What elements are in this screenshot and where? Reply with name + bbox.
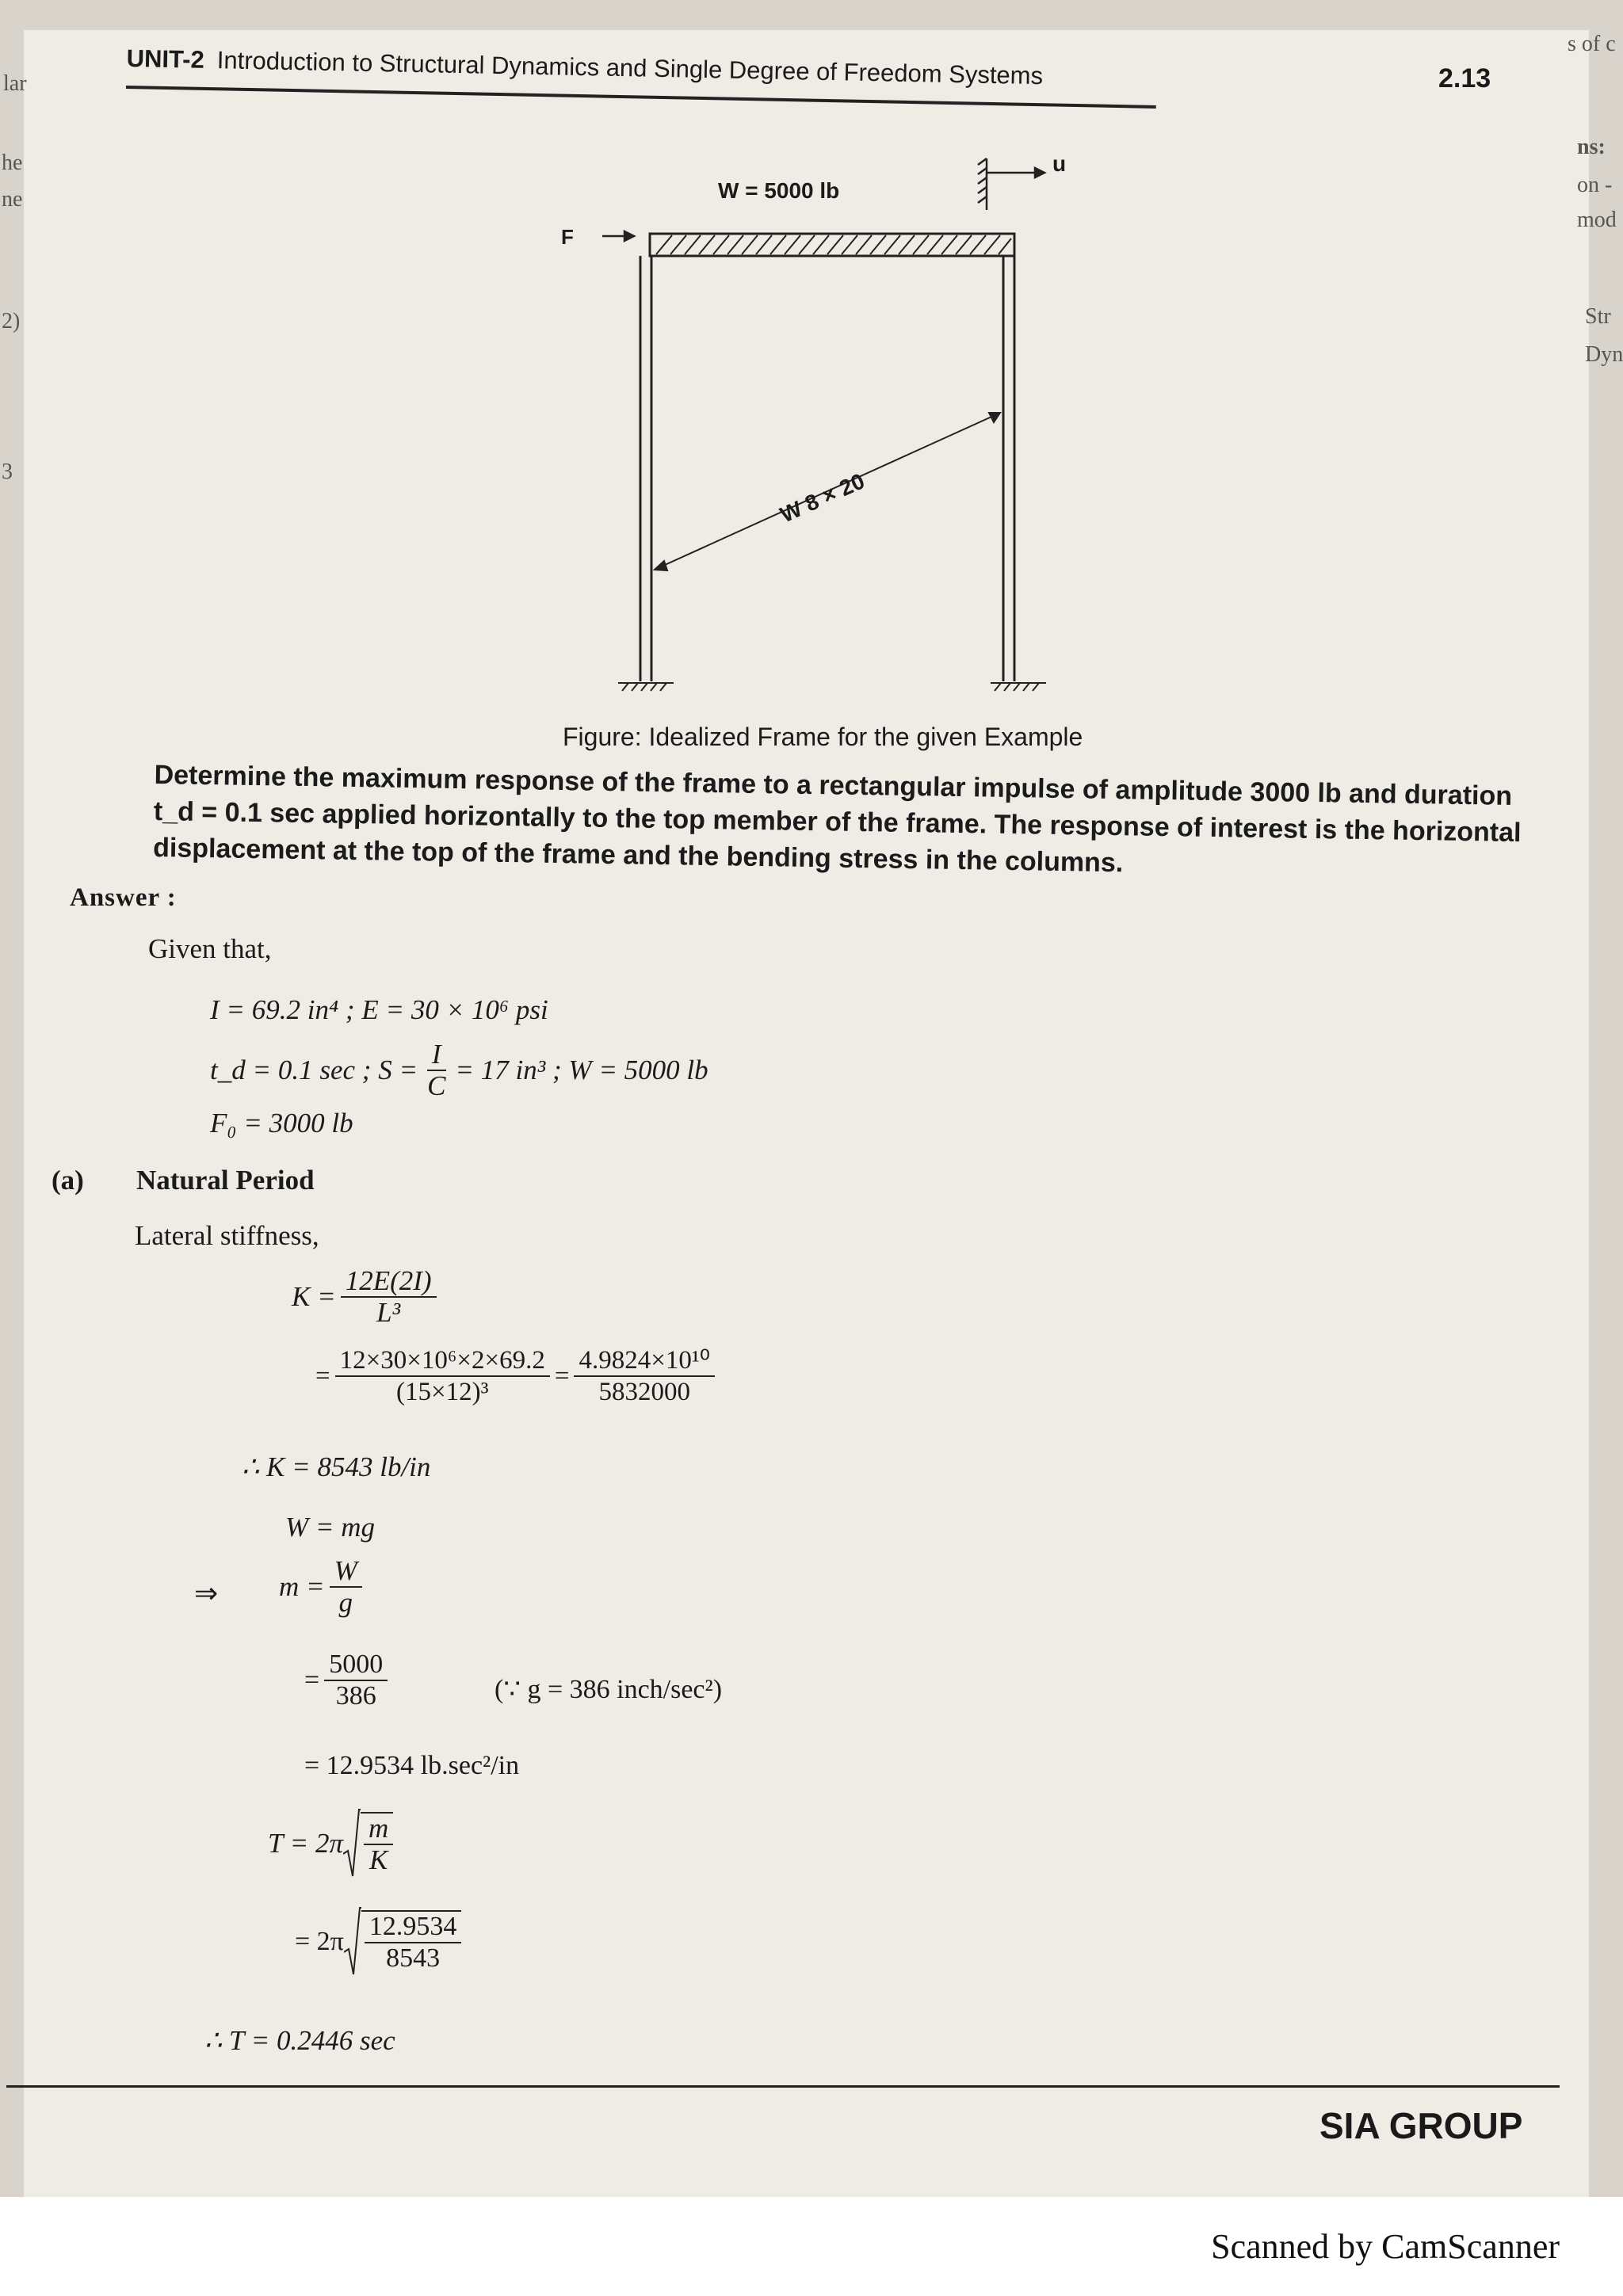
fraction-numerator: 5000 [324, 1650, 388, 1681]
answer-label: Answer : [70, 883, 177, 912]
square-root [344, 1906, 462, 1978]
displacement-indicator [978, 158, 1044, 210]
left-fixed-support [618, 683, 674, 691]
w-equation: W = mg [285, 1512, 376, 1543]
scanner-watermark: Scanned by CamScanner [1211, 2227, 1560, 2266]
fraction-numerator: 12.9534 [365, 1912, 462, 1943]
fraction-denominator: 386 [335, 1681, 376, 1711]
m-formula [279, 1556, 367, 1618]
t-lhs: T = 2π [268, 1828, 343, 1859]
fraction-denominator: g [338, 1587, 353, 1618]
k-lhs: K = [292, 1281, 336, 1312]
lateral-stiffness-label: Lateral stiffness, [135, 1220, 319, 1251]
fraction-numerator: I [427, 1039, 446, 1071]
roof-hatching [656, 235, 1011, 254]
fraction-denominator: K [369, 1844, 388, 1875]
fraction-numerator: 4.9824×10¹⁰ [574, 1345, 714, 1377]
margin-fragment: s of c [1568, 32, 1616, 56]
fraction-denominator: (15×12)³ [395, 1378, 489, 1406]
radicand [361, 1910, 462, 1974]
t-formula [268, 1808, 393, 1879]
t-substitution-fraction [365, 1912, 462, 1974]
equals-sign: = [304, 1665, 320, 1695]
t-formula-fraction [364, 1814, 393, 1875]
t-substitution [295, 1906, 461, 1978]
margin-fragment: ns: [1577, 135, 1606, 159]
section-modulus-fraction [422, 1039, 450, 1101]
fraction-numerator: W [330, 1556, 362, 1588]
fraction-numerator: 12E(2I) [341, 1266, 437, 1298]
margin-fragment: ne [2, 187, 23, 212]
margin-fragment: 2) [2, 309, 21, 334]
m-formula-fraction [330, 1556, 362, 1618]
frame-figure [523, 135, 1078, 705]
part-a-title: Natural Period [136, 1165, 315, 1196]
implies-symbol: ⇒ [194, 1577, 219, 1609]
roof-beam [650, 234, 1014, 256]
radicand [361, 1812, 393, 1875]
equals-sign: = [315, 1361, 330, 1390]
fraction-denominator: L³ [376, 1297, 401, 1328]
t-result: ∴ T = 0.2446 sec [204, 2025, 395, 2056]
m-result: = 12.9534 lb.sec²/in [304, 1751, 520, 1780]
k-substitution-fraction-2 [574, 1345, 714, 1407]
force-label: F [561, 225, 574, 249]
given-line-2-a: t_d = 0.1 sec ; S = [210, 1055, 418, 1085]
m-substitution [304, 1650, 392, 1711]
equals-sign: = [554, 1361, 570, 1390]
given-line-3: F₀ = 3000 lb [210, 1108, 353, 1138]
problem-statement: Determine the maximum response of the frame to a rectangular impulse of amplitude 3000 lb and duration t_d = 0.1 sec applied horizontally to the top member of the frame. The response of interest is the horizontal displacement at the top of the frame and the bending stress in the columns. [152, 759, 1522, 879]
k-result: ∴ K = 8543 lb/in [242, 1451, 431, 1482]
section-label: W 8 × 20 [776, 468, 869, 528]
displacement-label: u [1052, 151, 1067, 176]
page-number: 2.13 [1438, 63, 1491, 93]
k-substitution-fraction [335, 1345, 550, 1407]
margin-fragment: on - [1577, 173, 1613, 197]
k-formula [292, 1266, 441, 1328]
footer-rule [6, 2085, 1560, 2088]
fraction-denominator: 8543 [386, 1943, 441, 1973]
margin-fragment: lar [3, 71, 27, 96]
part-a-label: (a) [52, 1165, 84, 1196]
given-line-2 [210, 1039, 708, 1101]
margin-fragment: 3 [2, 460, 13, 484]
force-arrow [602, 231, 634, 241]
margin-fragment: mod [1577, 208, 1617, 232]
fraction-denominator: 5832000 [598, 1378, 690, 1406]
fraction-numerator: m [364, 1814, 393, 1845]
fraction-numerator: 12×30×10⁶×2×69.2 [335, 1345, 550, 1377]
header-title: Introduction to Structural Dynamics and Single Degree of Freedom Systems [216, 46, 1044, 90]
m-substitution-fraction [324, 1650, 388, 1711]
weight-label: W = 5000 lb [718, 178, 840, 203]
square-root [343, 1808, 393, 1879]
given-intro: Given that, [148, 933, 272, 964]
unit-label: UNIT-2 [126, 44, 205, 74]
margin-fragment: Dyn [1585, 342, 1623, 367]
k-substitution [315, 1345, 720, 1407]
margin-fragment: Str [1585, 304, 1611, 329]
k-formula-fraction [341, 1266, 437, 1328]
given-line-1: I = 69.2 in⁴ ; E = 30 × 10⁶ psi [210, 994, 548, 1025]
radical-sign [343, 1808, 361, 1879]
margin-fragment: he [2, 151, 23, 175]
publisher-logo: SIA GROUP [1319, 2105, 1523, 2146]
fraction-denominator: C [427, 1070, 446, 1101]
given-line-2-b: = 17 in³ ; W = 5000 lb [455, 1055, 708, 1085]
t-sub-lhs: = 2π [295, 1927, 344, 1956]
figure-caption: Figure: Idealized Frame for the given Example [563, 723, 1083, 751]
gravity-note: (∵ g = 386 inch/sec²) [495, 1675, 723, 1704]
radical-sign [344, 1906, 361, 1978]
right-fixed-support [991, 683, 1046, 691]
m-lhs: m = [279, 1571, 325, 1602]
